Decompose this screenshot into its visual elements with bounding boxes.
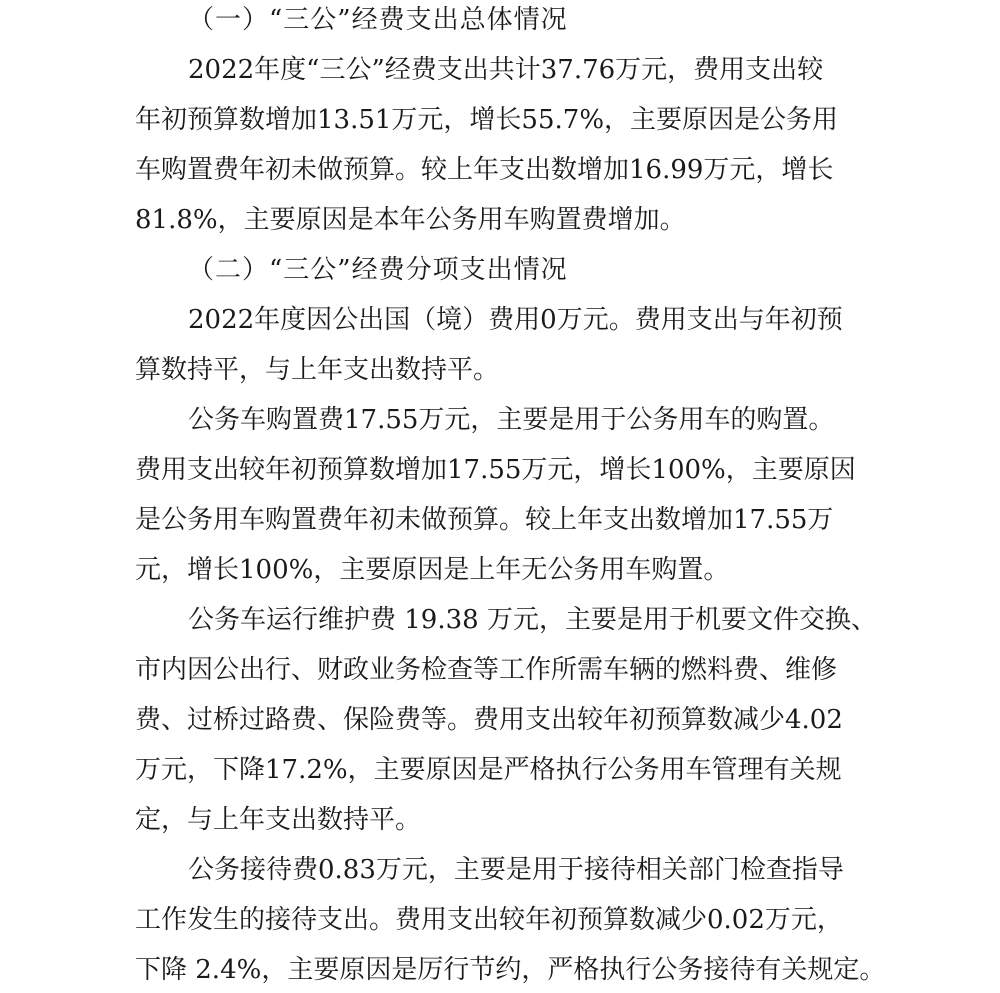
section-heading-overall: （一）“三公”经费支出总体情况: [188, 5, 568, 35]
paragraph-line: 费用支出较年初预算数增加17.55万元，增长100%，主要原因: [135, 455, 856, 485]
paragraph-line: 算数持平，与上年支出数持平。: [135, 355, 500, 385]
paragraph-line: 年初预算数增加13.51万元，增长55.7%，主要原因是公务用: [135, 105, 839, 135]
paragraph-line: 下降 2.4%，主要原因是厉行节约，严格执行公务接待有关规定。: [135, 955, 886, 985]
paragraph-line: 费、过桥过路费、保险费等。费用支出较年初预算数减少4.02: [135, 705, 843, 735]
paragraph-line: 车购置费年初未做预算。较上年支出数增加16.99万元，增长: [135, 155, 834, 185]
paragraph-line: 2022年度因公出国（境）费用0万元。费用支出与年初预: [188, 305, 843, 335]
paragraph-line: 公务车购置费17.55万元，主要是用于公务用车的购置。: [188, 405, 835, 435]
paragraph-line: 2022年度“三公”经费支出共计37.76万元，费用支出较: [188, 55, 824, 85]
paragraph-line: 市内因公出行、财政业务检查等工作所需车辆的燃料费、维修: [135, 655, 838, 685]
paragraph-line: 81.8%，主要原因是本年公务用车购置费增加。: [135, 205, 686, 235]
paragraph-line: 公务接待费0.83万元，主要是用于接待相关部门检查指导: [188, 855, 844, 885]
paragraph-line: 是公务用车购置费年初未做预算。较上年支出数增加17.55万: [135, 505, 834, 535]
paragraph-line: 公务车运行维护费 19.38 万元，主要是用于机要文件交换、: [188, 605, 877, 635]
paragraph-line: 定，与上年支出数持平。: [135, 805, 422, 835]
paragraph-line: 万元，下降17.2%，主要原因是严格执行公务用车管理有关规: [135, 755, 842, 785]
paragraph-line: 元，增长100%，主要原因是上年无公务用车购置。: [135, 555, 730, 585]
paragraph-line: 工作发生的接待支出。费用支出较年初预算数减少0.02万元，: [135, 905, 843, 935]
section-heading-itemized: （二）“三公”经费分项支出情况: [188, 255, 568, 285]
